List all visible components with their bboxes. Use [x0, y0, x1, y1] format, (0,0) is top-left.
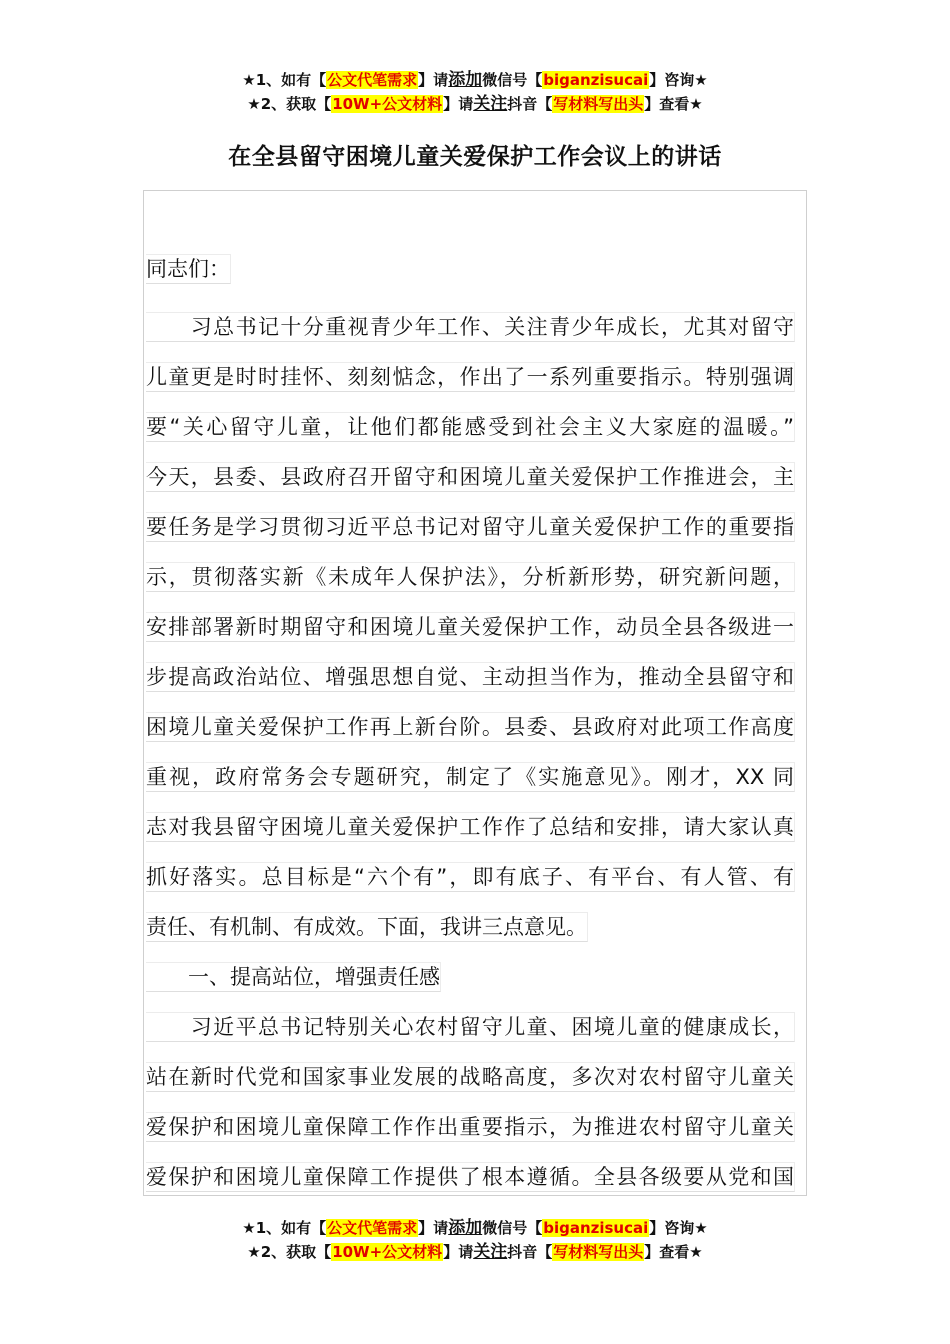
promo-text: 微信号【 — [482, 71, 543, 89]
body-line: 今天，县委、县政府召开留守和困境儿童关爱保护工作推进会，主 — [146, 462, 795, 492]
promo-highlight: biganzisucai — [543, 71, 649, 89]
promo-highlight: biganzisucai — [543, 1219, 649, 1237]
promo-line-2 — [0, 92, 950, 116]
promo-underline: 关注 — [473, 94, 508, 114]
body-line: 爱保护和困境儿童保障工作作出重要指示，为推进农村留守儿童关 — [146, 1112, 795, 1142]
body-line: 重视，政府常务会专题研究，制定了《实施意见》。刚才，XX 同 — [146, 762, 795, 792]
body-line: 要“关心留守儿童，让他们都能感受到社会主义大家庭的温暖。” — [146, 412, 795, 442]
promo-highlight: 公文代笔需求 — [327, 71, 418, 89]
promo-underline: 关注 — [473, 1242, 508, 1262]
body-line: 示，贯彻落实新《未成年人保护法》，分析新形势，研究新问题， — [146, 562, 795, 592]
body-line: 志对我县留守困境儿童关爱保护工作作了总结和安排，请大家认真 — [146, 812, 795, 842]
promo-text: ★1、如有【 — [242, 1219, 327, 1237]
promo-text: 】查看★ — [644, 1243, 703, 1261]
promo-underline: 添加 — [448, 1218, 483, 1238]
body-line: 儿童更是时时挂怀、刻刻惦念，作出了一系列重要指示。特别强调 — [146, 362, 795, 392]
promo-text: 】请 — [418, 1219, 449, 1237]
document-body — [143, 190, 807, 1196]
body-line: 站在新时代党和国家事业发展的战略高度，多次对农村留守儿童关 — [146, 1062, 795, 1092]
promo-highlight: 10W+公文材料 — [332, 95, 443, 113]
body-line: 爱保护和困境儿童保障工作提供了根本遵循。全县各级要从党和国 — [146, 1162, 795, 1192]
promo-underline: 添加 — [448, 70, 483, 90]
promo-text: 】咨询★ — [649, 1219, 708, 1237]
body-line: 习总书记十分重视青少年工作、关注青少年成长，尤其对留守 — [146, 312, 795, 342]
body-line: 习近平总书记特别关心农村留守儿童、困境儿童的健康成长， — [146, 1012, 795, 1042]
promo-text: ★2、获取【 — [247, 95, 332, 113]
body-line: 安排部署新时期留守和困境儿童关爱保护工作，动员全县各级进一 — [146, 612, 795, 642]
body-line: 责任、有机制、有成效。下面，我讲三点意见。 — [146, 912, 588, 942]
body-line: 要任务是学习贯彻习近平总书记对留守儿童关爱保护工作的重要指 — [146, 512, 795, 542]
promo-text: 】请 — [443, 95, 474, 113]
body-line: 抓好落实。总目标是“六个有”，即有底子、有平台、有人管、有 — [146, 862, 795, 892]
promo-banner-bottom — [0, 1216, 950, 1264]
promo-line-1 — [0, 1216, 950, 1240]
body-line: 同志们： — [146, 254, 231, 284]
promo-text: 抖音【 — [507, 1243, 553, 1261]
promo-text: 微信号【 — [482, 1219, 543, 1237]
promo-text: 】请 — [418, 71, 449, 89]
section-heading: 一、提高站位，增强责任感 — [146, 962, 441, 992]
promo-text: ★2、获取【 — [247, 1243, 332, 1261]
promo-highlight: 写材料写出头 — [553, 95, 644, 113]
promo-highlight: 写材料写出头 — [553, 1243, 644, 1261]
promo-text: 】请 — [443, 1243, 474, 1261]
body-line: 困境儿童关爱保护工作再上新台阶。县委、县政府对此项工作高度 — [146, 712, 795, 742]
promo-highlight: 公文代笔需求 — [327, 1219, 418, 1237]
promo-text: 抖音【 — [507, 95, 553, 113]
promo-text: 】咨询★ — [649, 71, 708, 89]
promo-line-2 — [0, 1240, 950, 1264]
body-line: 步提高政治站位、增强思想自觉、主动担当作为，推动全县留守和 — [146, 662, 795, 692]
promo-text: 】查看★ — [644, 95, 703, 113]
promo-highlight: 10W+公文材料 — [332, 1243, 443, 1261]
promo-text: ★1、如有【 — [242, 71, 327, 89]
promo-line-1 — [0, 68, 950, 92]
document-title: 在全县留守困境儿童关爱保护工作会议上的讲话 — [228, 144, 722, 170]
promo-banner-top — [0, 68, 950, 116]
